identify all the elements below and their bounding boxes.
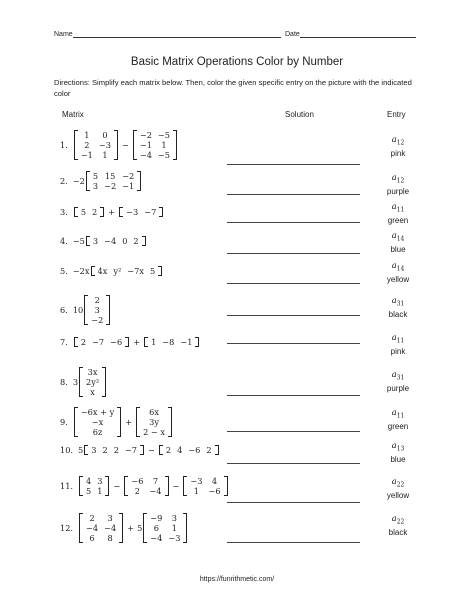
entry-symbol — [376, 231, 420, 245]
matrix-cell: 1 — [97, 486, 103, 496]
scalar: −2x — [72, 266, 90, 276]
entry-letter: a — [391, 333, 397, 343]
right-bracket — [142, 236, 146, 246]
entry-color: purple — [386, 186, 410, 196]
problem-expression — [60, 290, 111, 330]
matrix — [136, 407, 172, 437]
matrix-cell: −4 — [150, 533, 163, 543]
entry-cell — [376, 333, 420, 357]
matrix-cell: −x — [91, 417, 104, 427]
right-bracket — [140, 445, 144, 455]
matrix-cell: 2 — [80, 337, 87, 347]
column-header-matrix: Matrix — [62, 110, 84, 119]
matrix-cell: −4 — [139, 150, 152, 160]
matrix-cell: 2 − x — [143, 427, 165, 437]
name-label: Name — [54, 31, 73, 38]
matrix — [79, 513, 123, 543]
matrix-cell: −7 — [124, 445, 137, 455]
problem-expression — [60, 362, 107, 402]
matrix-cell: −4 — [104, 523, 117, 533]
problem-expression — [60, 124, 178, 166]
problem-number: 12. — [60, 523, 74, 533]
matrix-cell: −6 — [188, 445, 201, 455]
matrix-cell: 0 — [102, 130, 108, 140]
entry-cell — [376, 261, 420, 285]
operator: − — [121, 140, 129, 150]
entry-color: yellow — [386, 490, 410, 500]
matrix-cell: −7 — [144, 207, 157, 217]
right-bracket — [117, 407, 121, 437]
right-bracket — [125, 337, 129, 347]
entry-cell — [376, 408, 420, 432]
matrix-cell: −3 — [190, 476, 203, 486]
matrix-cell: −7x — [127, 266, 144, 276]
entry-subscript: 11 — [396, 337, 405, 345]
right-bracket — [100, 207, 104, 217]
entry-color: pink — [390, 346, 406, 356]
matrix-cell: 2 — [134, 486, 140, 496]
directions — [54, 77, 424, 99]
entry-subscript: 14 — [396, 265, 405, 273]
scalar: 10 — [72, 305, 84, 315]
matrix-cell: 4 — [86, 476, 92, 486]
matrix-cell: 5 — [86, 486, 92, 496]
solution-answer-line[interactable] — [227, 463, 360, 464]
operator: − — [172, 481, 180, 491]
problem-expression — [60, 167, 142, 195]
matrix — [133, 130, 177, 160]
matrix-cell: y² — [113, 266, 122, 276]
directions-label: Directions — [54, 78, 88, 87]
entry-color: black — [388, 527, 408, 537]
matrix-cell: −5 — [157, 130, 170, 140]
entry-color: black — [388, 309, 408, 319]
entry-letter: a — [391, 231, 397, 241]
entry-cell — [376, 231, 420, 255]
entry-color: pink — [390, 148, 406, 158]
operator: + — [125, 417, 133, 427]
matrix-cell: 1 — [151, 337, 157, 347]
operator: + — [133, 337, 141, 347]
matrix-cell: 4 — [177, 445, 183, 455]
problem-number: 9. — [60, 417, 68, 427]
matrix-cell: 8 — [107, 533, 113, 543]
matrix — [79, 476, 109, 496]
matrix-cell: 3 — [94, 305, 100, 315]
entry-symbol — [376, 202, 420, 216]
matrix — [119, 207, 163, 217]
matrix-cell: −4 — [149, 486, 162, 496]
entry-letter: a — [391, 370, 397, 380]
matrix-cell: −2 — [104, 181, 117, 191]
matrix-cell: 3x — [87, 367, 98, 377]
scalar: 5 — [137, 523, 143, 533]
solution-answer-line[interactable] — [227, 222, 360, 223]
solution-answer-line[interactable] — [227, 395, 360, 396]
entry-symbol — [376, 333, 420, 347]
solution-answer-line[interactable] — [227, 502, 360, 503]
entry-subscript: 12 — [396, 177, 405, 185]
entry-symbol — [376, 173, 420, 187]
matrix-cell: 3 — [92, 236, 99, 246]
entry-cell — [376, 477, 420, 501]
entry-subscript: 22 — [396, 518, 405, 526]
right-bracket — [173, 130, 177, 160]
matrix-cell: −5 — [157, 150, 170, 160]
matrix — [74, 337, 129, 347]
matrix-cell: 1 — [193, 486, 200, 496]
problem-number: 5. — [60, 266, 68, 276]
matrix-cell: 6 — [89, 533, 95, 543]
matrix-cell: 3 — [171, 513, 177, 523]
scalar: −2 — [72, 176, 85, 186]
entry-subscript: 14 — [396, 235, 405, 243]
entry-symbol — [376, 441, 420, 455]
matrix-cell: 5 — [92, 171, 99, 181]
entry-cell — [376, 202, 420, 226]
matrix-cell: −1 — [139, 140, 152, 150]
matrix-cell: 2 — [94, 295, 100, 305]
solution-answer-line[interactable] — [227, 315, 360, 316]
operator: + — [108, 207, 116, 217]
problem-number: 11. — [60, 481, 74, 491]
matrix — [74, 130, 118, 160]
matrix-cell: −8 — [162, 337, 175, 347]
name-blank-line[interactable] — [73, 30, 281, 38]
matrix-cell: −6 — [208, 486, 221, 496]
entry-letter: a — [391, 441, 397, 451]
entry-letter: a — [391, 135, 397, 145]
matrix-cell: −6 — [131, 476, 144, 486]
right-bracket — [165, 476, 169, 496]
matrix-cell: −2 — [122, 171, 135, 181]
matrix-cell: −6x + y — [80, 407, 115, 417]
matrix-cell: 5 — [80, 207, 87, 217]
entry-symbol — [376, 514, 420, 528]
matrix — [91, 266, 163, 276]
problem-expression — [60, 508, 188, 548]
entry-letter: a — [391, 261, 397, 271]
problem-expression — [60, 402, 173, 442]
solution-answer-line[interactable] — [227, 542, 360, 543]
date-label: Date — [285, 31, 300, 38]
matrix — [144, 337, 199, 347]
matrix-cell: 3y — [149, 417, 159, 427]
right-bracket — [137, 171, 141, 191]
solution-answer-line[interactable] — [227, 431, 360, 432]
right-bracket — [195, 337, 199, 347]
matrix-cell: −9 — [150, 513, 163, 523]
matrix-cell: 2 — [165, 445, 172, 455]
solution-answer-line[interactable] — [227, 194, 360, 195]
matrix-cell: −6 — [110, 337, 123, 347]
entry-color: yellow — [386, 274, 410, 284]
entry-cell — [376, 514, 420, 538]
matrix-cell: 2 — [133, 236, 139, 246]
matrix-cell: −7 — [92, 337, 105, 347]
problem-number: 10. — [60, 445, 74, 455]
problem-expression — [60, 470, 229, 502]
right-bracket — [105, 476, 109, 496]
matrix-cell: 2 — [92, 207, 98, 217]
column-header-solution: Solution — [285, 110, 314, 119]
solution-answer-line[interactable] — [227, 343, 360, 344]
problem-expression — [60, 200, 164, 224]
entry-letter: a — [391, 408, 397, 418]
matrix-cell: −1 — [180, 337, 193, 347]
matrix-cell: 2 — [102, 445, 108, 455]
entry-subscript: 31 — [396, 374, 405, 382]
entry-symbol — [376, 370, 420, 384]
matrix — [84, 445, 144, 455]
matrix-cell: −2 — [91, 315, 104, 325]
worksheet-title: Basic Matrix Operations Color by Number — [130, 56, 344, 68]
scalar: 3 — [72, 377, 79, 387]
matrix-cell: 1 — [171, 523, 177, 533]
matrix — [86, 171, 141, 191]
matrix-cell: 3 — [92, 181, 99, 191]
right-bracket — [106, 295, 110, 325]
problem-expression — [60, 259, 163, 283]
entry-letter: a — [391, 477, 397, 487]
right-bracket — [119, 513, 123, 543]
matrix-cell: 3 — [97, 476, 103, 486]
entry-letter: a — [391, 514, 397, 524]
entry-symbol — [376, 296, 420, 310]
matrix-cell: 2 — [206, 445, 212, 455]
matrix — [74, 407, 121, 437]
date-field — [285, 30, 416, 38]
matrix-cell: −1 — [122, 181, 135, 191]
matrix-cell: 4x — [97, 266, 108, 276]
matrix — [159, 445, 219, 455]
matrix-cell: 6x — [149, 407, 159, 417]
matrix-cell: −2 — [139, 130, 152, 140]
name-field — [54, 30, 281, 38]
matrix-cell: 1 — [161, 140, 167, 150]
matrix — [143, 513, 187, 543]
matrix-cell: −3 — [126, 207, 139, 217]
problem-expression — [60, 438, 220, 462]
entry-cell — [376, 370, 420, 394]
matrix — [79, 367, 106, 397]
matrix-cell: −3 — [168, 533, 181, 543]
scalar: −5 — [72, 236, 85, 246]
entry-subscript: 11 — [396, 412, 405, 420]
right-bracket — [168, 407, 172, 437]
problem-number: 4. — [60, 236, 68, 246]
right-bracket — [183, 513, 187, 543]
entry-subscript: 31 — [396, 300, 405, 308]
matrix-cell: 5 — [149, 266, 156, 276]
operator: − — [147, 445, 155, 455]
right-bracket — [158, 266, 162, 276]
matrix-cell: 3 — [91, 445, 97, 455]
entry-color: purple — [386, 383, 410, 393]
matrix-cell: 2 — [113, 445, 119, 455]
matrix-cell: −3 — [98, 140, 111, 150]
matrix — [74, 207, 104, 217]
entry-cell — [376, 441, 420, 465]
entry-cell — [376, 135, 420, 159]
matrix-cell: 3 — [107, 513, 113, 523]
solution-answer-line[interactable] — [227, 164, 360, 165]
entry-color: blue — [390, 454, 406, 464]
entry-cell — [376, 173, 420, 197]
date-blank-line[interactable] — [300, 30, 416, 38]
matrix-cell: 2y² — [86, 377, 100, 387]
entry-color: green — [387, 421, 409, 431]
entry-symbol — [376, 408, 420, 422]
entry-letter: a — [391, 173, 397, 183]
matrix-cell: 1 — [84, 130, 90, 140]
matrix-cell: 0 — [122, 236, 128, 246]
directions-text: : Simplify each matrix below. Then, color the given specific entry on the picture with the indicated color — [54, 78, 412, 98]
entry-letter: a — [391, 296, 397, 306]
entry-letter: a — [391, 202, 397, 212]
matrix-cell: 6 — [153, 523, 159, 533]
matrix-cell: 2 — [89, 513, 95, 523]
matrix-cell: −4 — [86, 523, 99, 533]
right-bracket — [215, 445, 219, 455]
matrix — [86, 236, 146, 246]
right-bracket — [114, 130, 118, 160]
entry-subscript: 12 — [396, 139, 405, 147]
right-bracket — [224, 476, 228, 496]
right-bracket — [159, 207, 163, 217]
matrix-cell: 4 — [211, 476, 218, 486]
entry-color: blue — [390, 244, 406, 254]
problem-number: 6. — [60, 305, 68, 315]
problem-expression — [60, 229, 147, 253]
entry-color: green — [387, 215, 409, 225]
problem-number: 8. — [60, 377, 68, 387]
footer-url: https://funrithmetic.com/ — [199, 576, 275, 583]
entry-subscript: 22 — [396, 481, 405, 489]
operator: − — [113, 481, 121, 491]
entry-symbol — [376, 261, 420, 275]
matrix — [124, 476, 168, 496]
matrix-cell: 7 — [152, 476, 159, 486]
matrix — [84, 295, 110, 325]
column-header-entry: Entry — [387, 110, 406, 119]
entry-symbol — [376, 477, 420, 491]
problem-number: 2. — [60, 176, 68, 186]
entry-subscript: 11 — [396, 206, 405, 214]
solution-answer-line[interactable] — [227, 253, 360, 254]
problem-expression — [60, 330, 200, 354]
scalar: 5 — [78, 445, 84, 455]
matrix-cell: −1 — [80, 150, 93, 160]
entry-subscript: 13 — [396, 445, 405, 453]
entry-symbol — [376, 135, 420, 149]
matrix-cell: −4 — [104, 236, 117, 246]
matrix-cell: 15 — [104, 171, 116, 181]
solution-answer-line[interactable] — [227, 283, 360, 284]
matrix-cell: 1 — [102, 150, 108, 160]
operator: + — [127, 523, 135, 533]
problem-number: 1. — [60, 140, 68, 150]
matrix-cell: 6z — [92, 427, 103, 437]
matrix-cell: 2 — [84, 140, 90, 150]
problem-number: 3. — [60, 207, 68, 217]
entry-cell — [376, 296, 420, 320]
problem-number: 7. — [60, 337, 68, 347]
matrix-cell: x — [90, 387, 95, 397]
right-bracket — [102, 367, 106, 397]
matrix — [183, 476, 227, 496]
